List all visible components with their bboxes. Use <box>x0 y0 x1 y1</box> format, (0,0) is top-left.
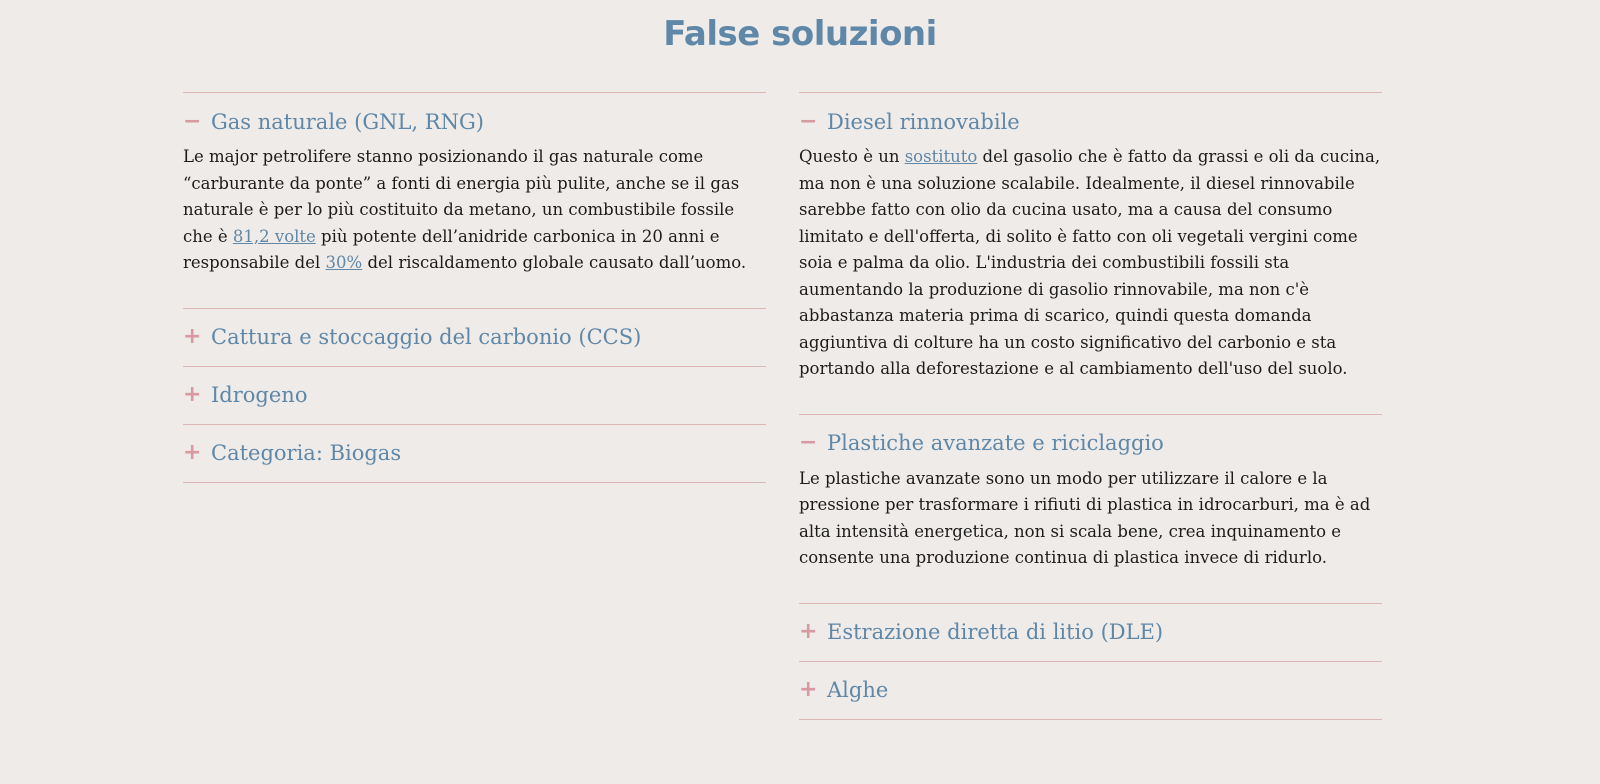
accordion-item-alghe <box>799 662 1382 720</box>
link-30-percent[interactable]: 30% <box>325 253 363 272</box>
accordion-item-biogas <box>183 425 766 483</box>
minus-icon: − <box>799 108 818 134</box>
plus-icon: + <box>799 619 818 644</box>
accordion-title: Estrazione diretta di litio (DLE) <box>827 620 1164 644</box>
accordion-title: Gas naturale (GNL, RNG) <box>211 109 484 134</box>
accordion-header-ccs[interactable] <box>183 309 766 366</box>
plus-icon: + <box>183 440 202 465</box>
plus-icon: + <box>183 382 202 407</box>
link-sostituto[interactable]: sostituto <box>904 147 978 166</box>
accordion-body-gas-naturale <box>183 144 766 308</box>
accordion-header-diesel[interactable] <box>799 93 1382 150</box>
accordion-item-plastiche <box>799 415 1382 604</box>
accordion-item-gas-naturale <box>183 93 766 309</box>
accordion-title: Plastiche avanzate e riciclaggio <box>827 431 1164 455</box>
accordion-left-column <box>183 92 766 483</box>
body-text: del riscaldamento globale causato dall’uomo. <box>362 253 747 272</box>
accordion-header-alghe[interactable] <box>799 662 1382 719</box>
accordion-title: Cattura e stoccaggio del carbonio (CCS) <box>211 325 642 349</box>
minus-icon: − <box>183 108 202 134</box>
accordion-title: Diesel rinnovabile <box>827 109 1020 134</box>
accordion-header-idrogeno[interactable] <box>183 367 766 424</box>
page-title: False soluzioni <box>663 14 937 54</box>
body-text: Questo è un <box>799 147 905 166</box>
body-text: Le plastiche avanzate sono un modo per utilizzare il calore e la pressione per trasformare i rifiuti di plastica in idrocarburi, ma è ad alta intensità energetica, non si scala bene, crea inquinamento e consente una produzione continua di plastica invece di ridurlo. <box>799 468 1371 567</box>
body-text: del gasolio che è fatto da grassi e oli da cucina, ma non è una soluzione scalabile. Idealmente, il diesel rinnovabile sarebbe fatto con olio da cucina usato, ma a causa del consumo limitato e dell'offerta, di solito è fatto con oli vegetali vergini come soia e palma da olio. L'industria dei combustibili fossili sta aumentando la produzione di gasolio rinnovabile, ma non c'è abbastanza materia prima di scarico, quindi questa domanda aggiuntiva di colture ha un costo significativo del carbonio e sta portando alla deforestazione e al cambiamento dell'uso del suolo. <box>799 147 1381 378</box>
accordion-item-idrogeno <box>183 367 766 425</box>
accordion-header-plastiche[interactable] <box>799 415 1382 472</box>
link-81-volte[interactable]: 81,2 volte <box>232 226 316 246</box>
accordion-header-gas-naturale[interactable] <box>183 93 766 150</box>
accordion-item-ccs <box>183 309 766 367</box>
accordion-header-dle[interactable] <box>799 604 1382 661</box>
accordion-title: Alghe <box>827 678 889 702</box>
accordion-header-biogas[interactable] <box>183 425 766 482</box>
accordion-right-column <box>799 92 1382 720</box>
accordion-title: Idrogeno <box>211 383 308 407</box>
minus-icon: − <box>799 430 818 455</box>
accordion-body-diesel <box>799 144 1382 414</box>
accordion-body-plastiche <box>799 466 1382 603</box>
accordion-item-dle <box>799 604 1382 662</box>
accordion-item-diesel <box>799 93 1382 415</box>
plus-icon: + <box>799 677 818 702</box>
body-text: più potente dell’anidride carbonica in 20 anni e responsabile del <box>183 226 720 272</box>
body-text: Le major petrolifere stanno posizionando il gas naturale come “carburante da ponte” a fonti di energia più pulite, anche se il gas naturale è per lo più costituito da metano, un combustibile fossile che è <box>183 147 740 246</box>
plus-icon: + <box>183 324 202 349</box>
accordion-title: Categoria: Biogas <box>211 441 402 465</box>
